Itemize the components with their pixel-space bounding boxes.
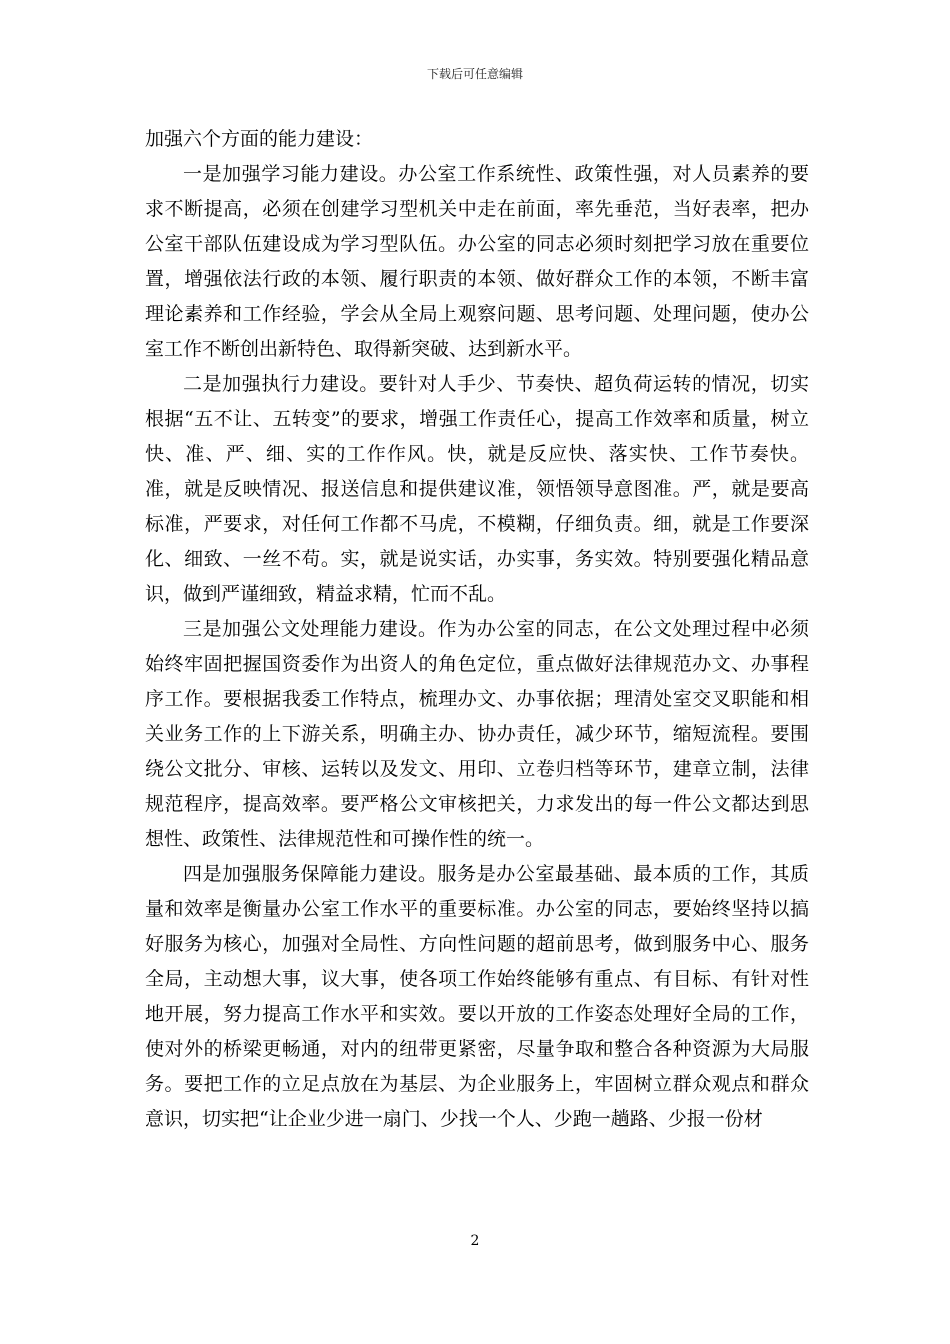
paragraph-document-handling: 三是加强公文处理能力建设。作为办公室的同志，在公文处理过程中必须始终牢固把握国资委作为出资人的角色定位，重点做好法律规范办文、办事程序工作。要根据我委工作特点，梳理办文、办事依据；理清处室交叉职能和相关业务工作的上下游关系，明确主办、协办责任，减少环节，缩短流程。要围绕公文批分、审核、运转以及发文、用印、立卷归档等环节，建章立制，法律规范程序，提高效率。要严格公文审核把关，力求发出的每一件公文都达到思想性、政策性、法律规范性和可操作性的统一。 xyxy=(145,618,809,850)
document-body xyxy=(145,122,809,1137)
paragraph-learning: 一是加强学习能力建设。办公室工作系统性、政策性强，对人员素养的要求不断提高，必须在创建学习型机关中走在前面，率先垂范，当好表率，把办公室干部队伍建设成为学习型队伍。办公室的同志必须时刻把学习放在重要位置，增强依法行政的本领、履行职责的本领、做好群众工作的本领，不断丰富理论素养和工作经验，学会从全局上观察问题、思考问题、处理问题，使办公室工作不断创出新特色、取得新突破、达到新水平。 xyxy=(145,163,809,360)
page-header: 下载后可任意编辑 xyxy=(426,67,523,81)
paragraph-execution: 二是加强执行力建设。要针对人手少、节奏快、超负荷运转的情况，切实根据“五不让、五转变”的要求，增强工作责任心，提高工作效率和质量，树立快、准、严、细、实的工作作风。快，就是反应快、落实快、工作节奏快。准，就是反映情况、报送信息和提供建议准，领悟领导意图准。严，就是要高标准，严要求，对任何工作都不马虎，不模糊，仔细负责。细，就是工作要深化、细致、一丝不苟。实，就是说实话，办实事，务实效。特别要强化精品意识，做到严谨细致，精益求精，忙而不乱。 xyxy=(145,373,809,605)
intro-line: 加强六个方面的能力建设： xyxy=(145,128,374,150)
paragraph-service: 四是加强服务保障能力建设。服务是办公室最基础、最本质的工作，其质量和效率是衡量办公室工作水平的重要标准。办公室的同志，要始终坚持以搞好服务为核心，加强对全局性、方向性问题的超前思考，做到服务中心、服务全局，主动想大事，议大事，使各项工作始终能够有重点、有目标、有针对性地开展，努力提高工作水平和实效。要以开放的工作姿态处理好全局的工作，使对外的桥梁更畅通，对内的纽带更紧密，尽量争取和整合各种资源为大局服务。要把工作的立足点放在为基层、为企业服务上，牢固树立群众观点和群众意识，切实把“让企业少进一扇门、少找一个人、少跑一趟路、少报一份材 xyxy=(145,863,809,1130)
page-number: 2 xyxy=(470,1233,480,1249)
